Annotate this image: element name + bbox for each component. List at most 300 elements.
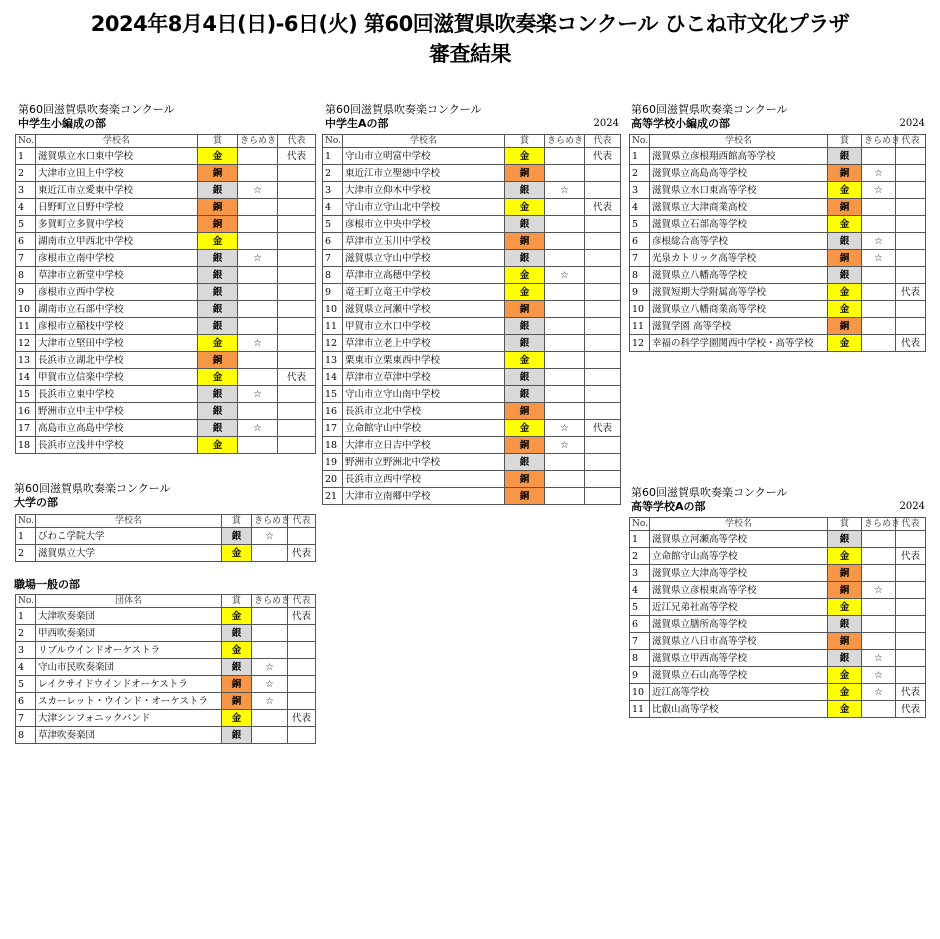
table-header-row xyxy=(16,595,316,608)
entry-name: 草津市立草津中学校 xyxy=(343,369,505,386)
kirameki-star: ☆ xyxy=(252,676,288,693)
representative-mark xyxy=(585,454,621,471)
table-header-row xyxy=(16,515,316,528)
table-header-row xyxy=(630,135,926,148)
row-number: 3 xyxy=(630,182,650,199)
entry-name: 滋賀学園 高等学校 xyxy=(650,318,828,335)
representative-mark xyxy=(288,676,316,693)
table-row xyxy=(16,165,316,182)
kirameki-star xyxy=(252,727,288,744)
kirameki-star xyxy=(545,335,585,352)
award-badge: 金 xyxy=(828,599,862,616)
award-badge: 銀 xyxy=(198,301,238,318)
award-badge: 銀 xyxy=(198,420,238,437)
kirameki-star xyxy=(545,386,585,403)
table-row xyxy=(323,403,621,420)
entry-name: 彦根市立中央中学校 xyxy=(343,216,505,233)
award-badge: 銀 xyxy=(198,250,238,267)
award-badge: 金 xyxy=(222,608,252,625)
representative-mark xyxy=(896,216,926,233)
row-number: 3 xyxy=(323,182,343,199)
kirameki-star: ☆ xyxy=(862,667,896,684)
table-row xyxy=(630,216,926,233)
entry-name: 大津シンフォニックバンド xyxy=(36,710,222,727)
table-row xyxy=(630,318,926,335)
table-row xyxy=(16,369,316,386)
table-row xyxy=(16,301,316,318)
table-row xyxy=(630,548,926,565)
entry-name: 彦根総合高等学校 xyxy=(650,233,828,250)
award-badge: 金 xyxy=(505,420,545,437)
entry-name: 竜王町立竜王中学校 xyxy=(343,284,505,301)
kirameki-star xyxy=(862,335,896,352)
results-table-jhs-small xyxy=(15,134,316,454)
table-row xyxy=(16,148,316,165)
contest-name: 第60回滋賀県吹奏楽コンクール xyxy=(631,103,788,116)
award-badge: 銅 xyxy=(198,199,238,216)
award-badge: 金 xyxy=(828,284,862,301)
kirameki-star xyxy=(545,369,585,386)
award-badge: 金 xyxy=(505,352,545,369)
results-table-jhs-a xyxy=(322,134,621,505)
row-number: 3 xyxy=(16,642,36,659)
entry-name: 光泉カトリック高等学校 xyxy=(650,250,828,267)
representative-mark xyxy=(278,386,316,403)
award-badge: 銀 xyxy=(828,148,862,165)
table-row xyxy=(16,625,316,642)
row-number: 1 xyxy=(630,531,650,548)
table-row xyxy=(16,437,316,454)
kirameki-star xyxy=(862,318,896,335)
table-row xyxy=(630,250,926,267)
name-header: 学校名 xyxy=(36,515,222,528)
entry-name: 滋賀県立甲西高等学校 xyxy=(650,650,828,667)
kirameki-star xyxy=(545,250,585,267)
representative-mark xyxy=(896,148,926,165)
star-header: きらめき xyxy=(252,595,288,608)
table-row xyxy=(323,488,621,505)
representative-mark: 代表 xyxy=(896,684,926,701)
award-badge: 銀 xyxy=(828,233,862,250)
entry-name: 湖南市立石部中学校 xyxy=(36,301,198,318)
kirameki-star xyxy=(238,352,278,369)
kirameki-star: ☆ xyxy=(238,386,278,403)
representative-mark xyxy=(278,216,316,233)
representative-mark xyxy=(585,182,621,199)
representative-mark xyxy=(896,633,926,650)
contest-name: 第60回滋賀県吹奏楽コンクール xyxy=(631,486,788,499)
section-header-jhs-small xyxy=(18,103,318,131)
row-number: 3 xyxy=(16,182,36,199)
no-header: No. xyxy=(16,595,36,608)
row-number: 8 xyxy=(16,267,36,284)
representative-mark xyxy=(896,667,926,684)
table-row xyxy=(323,420,621,437)
representative-mark: 代表 xyxy=(288,710,316,727)
entry-name: 草津市立玉川中学校 xyxy=(343,233,505,250)
division-name: 中学生Aの部 xyxy=(325,117,389,130)
table-row xyxy=(630,599,926,616)
row-number: 11 xyxy=(16,318,36,335)
entry-name: 草津市立高穂中学校 xyxy=(343,267,505,284)
row-number: 1 xyxy=(630,148,650,165)
table-row xyxy=(323,335,621,352)
award-badge: 銀 xyxy=(828,267,862,284)
award-badge: 金 xyxy=(198,233,238,250)
award-badge: 金 xyxy=(505,284,545,301)
entry-name: 近江兄弟社高等学校 xyxy=(650,599,828,616)
representative-mark xyxy=(585,216,621,233)
star-header: きらめき xyxy=(862,135,896,148)
entry-name: 甲賀市立信楽中学校 xyxy=(36,369,198,386)
row-number: 9 xyxy=(630,667,650,684)
row-number: 14 xyxy=(16,369,36,386)
row-number: 2 xyxy=(16,545,36,562)
representative-mark xyxy=(896,531,926,548)
table-row xyxy=(630,199,926,216)
award-badge: 銅 xyxy=(505,488,545,505)
row-number: 16 xyxy=(323,403,343,420)
table-row xyxy=(323,233,621,250)
award-badge: 金 xyxy=(505,148,545,165)
table-row xyxy=(16,545,316,562)
row-number: 4 xyxy=(16,659,36,676)
row-number: 13 xyxy=(323,352,343,369)
row-number: 15 xyxy=(323,386,343,403)
row-number: 5 xyxy=(630,599,650,616)
table-row xyxy=(323,182,621,199)
row-number: 6 xyxy=(323,233,343,250)
entry-name: リブルウインドオーケストラ xyxy=(36,642,222,659)
kirameki-star xyxy=(545,488,585,505)
award-header: 賞 xyxy=(505,135,545,148)
entry-name: びわこ学院大学 xyxy=(36,528,222,545)
representative-mark xyxy=(278,437,316,454)
representative-mark xyxy=(278,284,316,301)
award-badge: 金 xyxy=(828,216,862,233)
kirameki-star: ☆ xyxy=(238,335,278,352)
award-badge: 銀 xyxy=(505,335,545,352)
table-row xyxy=(16,528,316,545)
table-row xyxy=(630,684,926,701)
award-badge: 銅 xyxy=(198,216,238,233)
representative-mark xyxy=(585,403,621,420)
kirameki-star xyxy=(862,301,896,318)
row-number: 1 xyxy=(323,148,343,165)
kirameki-star: ☆ xyxy=(238,250,278,267)
entry-name: 長浜市立東中学校 xyxy=(36,386,198,403)
representative-mark: 代表 xyxy=(896,335,926,352)
representative-mark: 代表 xyxy=(896,701,926,718)
star-header: きらめき xyxy=(252,515,288,528)
page-subtitle: 審査結果 xyxy=(429,42,511,66)
entry-name: 滋賀県立河瀬中学校 xyxy=(343,301,505,318)
kirameki-star xyxy=(238,437,278,454)
representative-mark: 代表 xyxy=(585,148,621,165)
award-badge: 金 xyxy=(222,545,252,562)
table-row xyxy=(323,369,621,386)
kirameki-star xyxy=(862,633,896,650)
representative-mark xyxy=(585,318,621,335)
no-header: No. xyxy=(16,515,36,528)
row-number: 7 xyxy=(630,250,650,267)
award-badge: 銅 xyxy=(505,233,545,250)
entry-name: 立命館守山中学校 xyxy=(343,420,505,437)
row-number: 18 xyxy=(16,437,36,454)
entry-name: 日野町立日野中学校 xyxy=(36,199,198,216)
row-number: 4 xyxy=(630,582,650,599)
award-badge: 銅 xyxy=(505,471,545,488)
award-badge: 銀 xyxy=(505,216,545,233)
award-header: 賞 xyxy=(222,515,252,528)
table-row xyxy=(323,199,621,216)
row-number: 10 xyxy=(630,684,650,701)
award-badge: 金 xyxy=(828,548,862,565)
award-badge: 銀 xyxy=(222,528,252,545)
entry-name: 滋賀県立大津商業高校 xyxy=(650,199,828,216)
entry-name: 比叡山高等学校 xyxy=(650,701,828,718)
table-row xyxy=(16,420,316,437)
row-number: 5 xyxy=(16,676,36,693)
row-number: 1 xyxy=(16,608,36,625)
section-header-general xyxy=(14,578,314,592)
award-badge: 金 xyxy=(828,667,862,684)
entry-name: 滋賀県立高島高等学校 xyxy=(650,165,828,182)
table-header-row xyxy=(630,518,926,531)
kirameki-star xyxy=(545,318,585,335)
entry-name: 甲西吹奏楽団 xyxy=(36,625,222,642)
rep-header: 代表 xyxy=(278,135,316,148)
kirameki-star: ☆ xyxy=(545,420,585,437)
representative-mark xyxy=(278,352,316,369)
award-badge: 銀 xyxy=(222,659,252,676)
award-badge: 金 xyxy=(828,335,862,352)
representative-mark xyxy=(585,267,621,284)
entry-name: 滋賀短期大学附属高等学校 xyxy=(650,284,828,301)
row-number: 9 xyxy=(323,284,343,301)
entry-name: 東近江市立聖徳中学校 xyxy=(343,165,505,182)
contest-name: 第60回滋賀県吹奏楽コンクール xyxy=(18,103,175,116)
award-badge: 銀 xyxy=(198,182,238,199)
representative-mark xyxy=(278,318,316,335)
row-number: 12 xyxy=(630,335,650,352)
award-badge: 銅 xyxy=(828,633,862,650)
representative-mark: 代表 xyxy=(585,199,621,216)
representative-mark xyxy=(896,267,926,284)
table-row xyxy=(630,165,926,182)
representative-mark xyxy=(896,182,926,199)
row-number: 1 xyxy=(16,528,36,545)
kirameki-star: ☆ xyxy=(862,165,896,182)
kirameki-star xyxy=(238,284,278,301)
award-badge: 金 xyxy=(828,301,862,318)
row-number: 6 xyxy=(16,693,36,710)
kirameki-star xyxy=(862,284,896,301)
representative-mark xyxy=(585,437,621,454)
entry-name: 甲賀市立水口中学校 xyxy=(343,318,505,335)
row-number: 2 xyxy=(16,165,36,182)
row-number: 6 xyxy=(16,233,36,250)
kirameki-star xyxy=(545,199,585,216)
award-badge: 金 xyxy=(505,267,545,284)
representative-mark xyxy=(585,488,621,505)
representative-mark xyxy=(585,386,621,403)
award-header: 賞 xyxy=(198,135,238,148)
representative-mark xyxy=(896,233,926,250)
representative-mark xyxy=(896,165,926,182)
row-number: 11 xyxy=(630,701,650,718)
award-header: 賞 xyxy=(222,595,252,608)
kirameki-star xyxy=(238,369,278,386)
results-table-hs-small xyxy=(629,134,926,352)
row-number: 12 xyxy=(323,335,343,352)
row-number: 14 xyxy=(323,369,343,386)
table-row xyxy=(630,233,926,250)
table-header-row xyxy=(16,135,316,148)
award-badge: 金 xyxy=(828,182,862,199)
table-row xyxy=(16,659,316,676)
entry-name: 滋賀県立石部高等学校 xyxy=(650,216,828,233)
award-badge: 銀 xyxy=(505,318,545,335)
representative-mark xyxy=(585,233,621,250)
award-badge: 銅 xyxy=(828,165,862,182)
kirameki-star xyxy=(545,471,585,488)
kirameki-star xyxy=(862,599,896,616)
kirameki-star: ☆ xyxy=(252,693,288,710)
rep-header: 代表 xyxy=(288,595,316,608)
contest-name: 第60回滋賀県吹奏楽コンクール xyxy=(325,103,482,116)
row-number: 11 xyxy=(323,318,343,335)
no-header: No. xyxy=(630,518,650,531)
award-badge: 銅 xyxy=(505,301,545,318)
entry-name: 大津市立田上中学校 xyxy=(36,165,198,182)
row-number: 2 xyxy=(323,165,343,182)
table-row xyxy=(630,650,926,667)
award-badge: 金 xyxy=(222,642,252,659)
kirameki-star xyxy=(238,301,278,318)
entry-name: 高島市立高島中学校 xyxy=(36,420,198,437)
rep-header: 代表 xyxy=(288,515,316,528)
division-name: 職場一般の部 xyxy=(14,578,80,591)
award-header: 賞 xyxy=(828,135,862,148)
entry-name: 草津市立老上中学校 xyxy=(343,335,505,352)
table-row xyxy=(323,267,621,284)
section-header-hs-a xyxy=(631,486,925,514)
representative-mark xyxy=(585,284,621,301)
table-row xyxy=(16,386,316,403)
table-row xyxy=(630,335,926,352)
representative-mark xyxy=(896,582,926,599)
entry-name: 滋賀県立水口東中学校 xyxy=(36,148,198,165)
row-number: 5 xyxy=(323,216,343,233)
kirameki-star xyxy=(545,352,585,369)
table-row xyxy=(323,386,621,403)
entry-name: 長浜市立西中学校 xyxy=(343,471,505,488)
section-header-univ xyxy=(14,482,314,510)
award-badge: 銅 xyxy=(198,165,238,182)
row-number: 10 xyxy=(630,301,650,318)
table-row xyxy=(16,284,316,301)
entry-name: 大津市立南郷中学校 xyxy=(343,488,505,505)
star-header: きらめき xyxy=(545,135,585,148)
representative-mark: 代表 xyxy=(278,148,316,165)
division-name: 高等学校Aの部 xyxy=(631,500,706,513)
row-number: 6 xyxy=(630,233,650,250)
name-header: 学校名 xyxy=(36,135,198,148)
kirameki-star: ☆ xyxy=(862,582,896,599)
entry-name: スカーレット・ウインド・オーケストラ xyxy=(36,693,222,710)
table-row xyxy=(16,250,316,267)
table-row xyxy=(323,301,621,318)
table-row xyxy=(630,565,926,582)
name-header: 学校名 xyxy=(650,135,828,148)
award-badge: 銀 xyxy=(505,369,545,386)
kirameki-star xyxy=(545,403,585,420)
award-badge: 銅 xyxy=(828,582,862,599)
table-row xyxy=(323,437,621,454)
table-row xyxy=(323,216,621,233)
kirameki-star xyxy=(252,608,288,625)
award-badge: 銅 xyxy=(222,693,252,710)
table-row xyxy=(16,335,316,352)
row-number: 4 xyxy=(323,199,343,216)
kirameki-star: ☆ xyxy=(545,182,585,199)
representative-mark xyxy=(896,616,926,633)
entry-name: 立命館守山高等学校 xyxy=(650,548,828,565)
entry-name: 大津市立堅田中学校 xyxy=(36,335,198,352)
entry-name: 草津吹奏楽団 xyxy=(36,727,222,744)
representative-mark xyxy=(896,301,926,318)
entry-name: 滋賀県立八日市高等学校 xyxy=(650,633,828,650)
row-number: 2 xyxy=(630,165,650,182)
row-number: 11 xyxy=(630,318,650,335)
row-number: 1 xyxy=(16,148,36,165)
kirameki-star xyxy=(252,625,288,642)
row-number: 7 xyxy=(630,633,650,650)
kirameki-star xyxy=(545,233,585,250)
rep-header: 代表 xyxy=(896,518,926,531)
kirameki-star xyxy=(238,318,278,335)
row-number: 15 xyxy=(16,386,36,403)
table-row xyxy=(630,148,926,165)
kirameki-star xyxy=(545,165,585,182)
row-number: 17 xyxy=(323,420,343,437)
kirameki-star xyxy=(862,216,896,233)
row-number: 6 xyxy=(630,616,650,633)
award-badge: 銀 xyxy=(505,182,545,199)
name-header: 団体名 xyxy=(36,595,222,608)
table-row xyxy=(16,267,316,284)
table-row xyxy=(16,403,316,420)
table-row xyxy=(16,676,316,693)
entry-name: 野洲市立中主中学校 xyxy=(36,403,198,420)
kirameki-star xyxy=(862,565,896,582)
kirameki-star: ☆ xyxy=(862,250,896,267)
award-badge: 銅 xyxy=(828,199,862,216)
representative-mark xyxy=(278,182,316,199)
representative-mark xyxy=(278,165,316,182)
row-number: 16 xyxy=(16,403,36,420)
representative-mark: 代表 xyxy=(896,548,926,565)
table-row xyxy=(630,182,926,199)
representative-mark: 代表 xyxy=(288,608,316,625)
entry-name: 滋賀県立河瀬高等学校 xyxy=(650,531,828,548)
row-number: 10 xyxy=(16,301,36,318)
row-number: 8 xyxy=(323,267,343,284)
award-badge: 銀 xyxy=(198,267,238,284)
kirameki-star xyxy=(252,710,288,727)
representative-mark xyxy=(278,301,316,318)
